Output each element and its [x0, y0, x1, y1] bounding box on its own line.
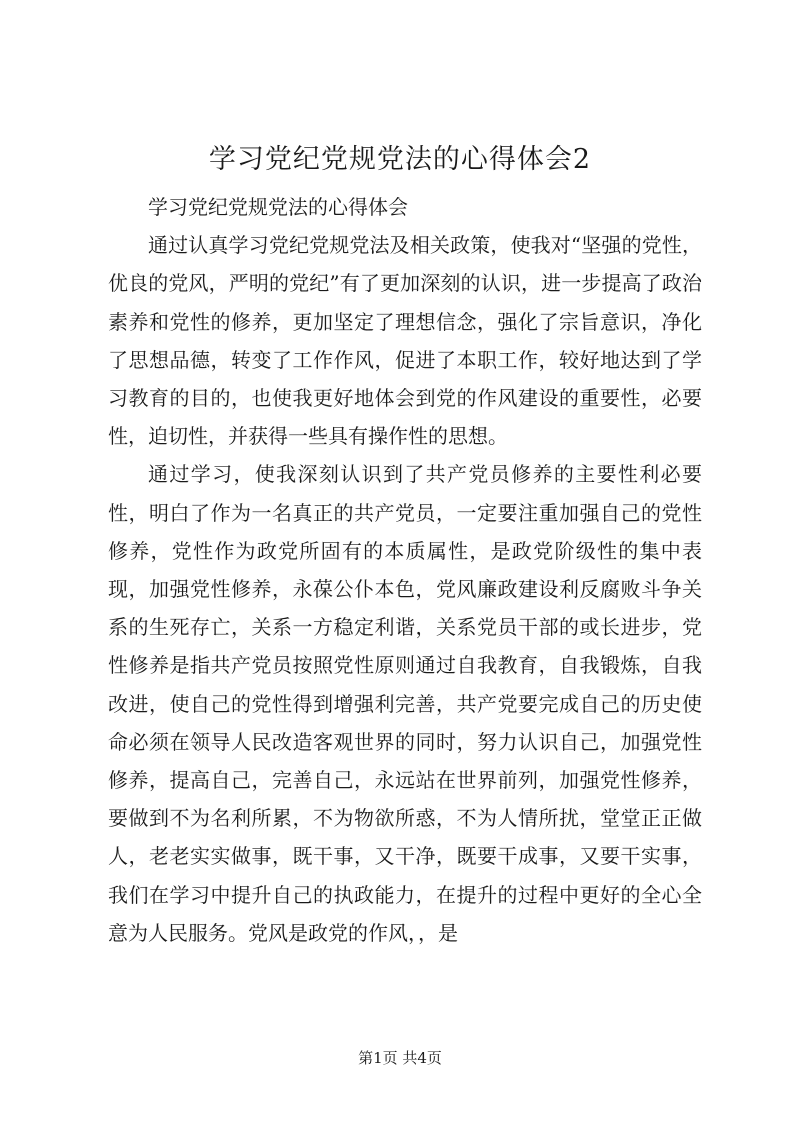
- document-body: [108, 188, 702, 952]
- paragraph-2: 通过学习，使我深刻认识到了共产党员修养的主要性利必要性，明白了作为一名真正的共产党员，一定要注重加强自己的党性修养，党性作为政党所固有的本质属性，是政党阶级性的集中表现，加强党性修养，永葆公仆本色，党风廉政建设利反腐败斗争关系的生死存亡，关系一方稳定利谐，关系党员干部的或长进步，党性修养是指共产党员按照党性原则通过自我教育，自我锻炼，自我改进，使自己的党性得到增强利完善，共产党要完成自己的历史使命必须在领导人民改造客观世界的同时，努力认识自己，加强党性修养，提高自己，完善自己，永远站在世界前列，加强党性修养，要做到不为名利所累，不为物欲所惑，不为人情所扰，堂堂正正做人，老老实实做事，既干事，又干净，既要干成事，又要干实事，我们在学习中提升自己的执政能力，在提升的过程中更好的全心全意为人民服务。党风是政党的作风，，是: [108, 462, 702, 945]
- paragraph-1: 通过认真学习党纪党规党法及相关政策，使我对“坚强的党性，优良的党风，严明的党纪”有了更加深刻的认识，进一步提高了政治素养和党性的修养，更加坚定了理想信念，强化了宗旨意识，净化了思想品德，转变了工作作风，促进了本职工作，较好地达到了学习教育的目的，也使我更好地体会到党的作风建设的重要性，必要性，迫切性，并获得一些具有操作性的思想。: [108, 233, 702, 449]
- page-title: 学习党纪党规党法的心得体会2: [208, 144, 592, 175]
- document-subtitle: 学习党纪党规党法的心得体会: [148, 195, 408, 219]
- page-footer: 第1页 共4页: [358, 1049, 442, 1067]
